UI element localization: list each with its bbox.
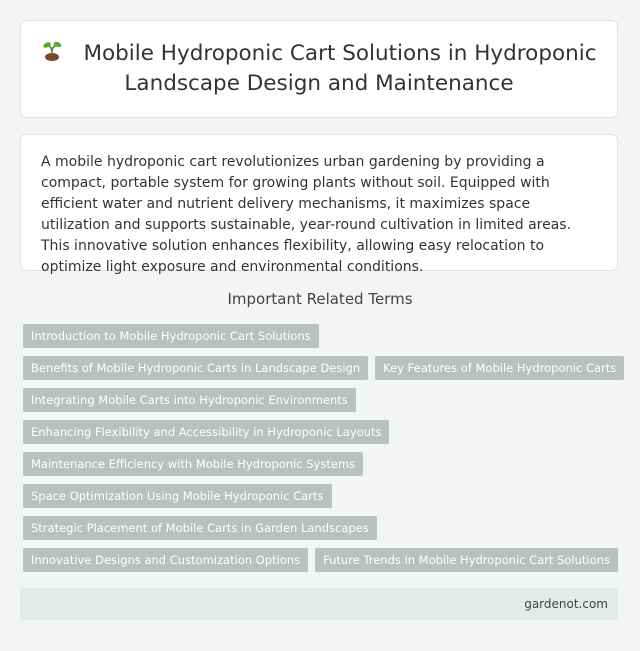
sprout-icon: [41, 40, 63, 62]
footer-site-link[interactable]: gardenot.com: [524, 597, 608, 611]
related-terms-list: [23, 324, 623, 580]
term-tag[interactable]: Strategic Placement of Mobile Carts in Garden Landscapes: [23, 516, 377, 540]
term-tag[interactable]: Integrating Mobile Carts into Hydroponic Environments: [23, 388, 356, 412]
description-card: [20, 134, 618, 275]
related-terms-heading: Important Related Terms: [227, 290, 413, 308]
term-tag[interactable]: Enhancing Flexibility and Accessibility in Hydroponic Layouts: [23, 420, 389, 444]
term-tag[interactable]: Maintenance Efficiency with Mobile Hydroponic Systems: [23, 452, 363, 476]
term-tag[interactable]: Space Optimization Using Mobile Hydroponic Carts: [23, 484, 332, 508]
title-card: [20, 20, 618, 118]
term-tag[interactable]: Benefits of Mobile Hydroponic Carts in Landscape Design: [23, 356, 368, 380]
term-tag[interactable]: Key Features of Mobile Hydroponic Carts: [375, 356, 624, 380]
page-title-text: Mobile Hydroponic Cart Solutions in Hydroponic Landscape Design and Maintenance: [83, 41, 597, 96]
term-tag[interactable]: Future Trends in Mobile Hydroponic Cart Solutions: [315, 548, 618, 572]
term-tag[interactable]: Introduction to Mobile Hydroponic Cart Solutions: [23, 324, 319, 348]
term-tag[interactable]: Innovative Designs and Customization Options: [23, 548, 308, 572]
description-text: A mobile hydroponic cart revolutionizes urban gardening by providing a compact, portable system for growing plants without soil. Equipped with efficient water and nutrient delivery mechanisms, it maximizes space utilization and supports sustainable, year-round cultivation in limited areas. This innovative solution enhances flexibility, allowing easy relocation to optimize light exposure and environmental conditions.: [41, 154, 572, 275]
page-title: [21, 39, 617, 99]
footer: [20, 588, 618, 620]
